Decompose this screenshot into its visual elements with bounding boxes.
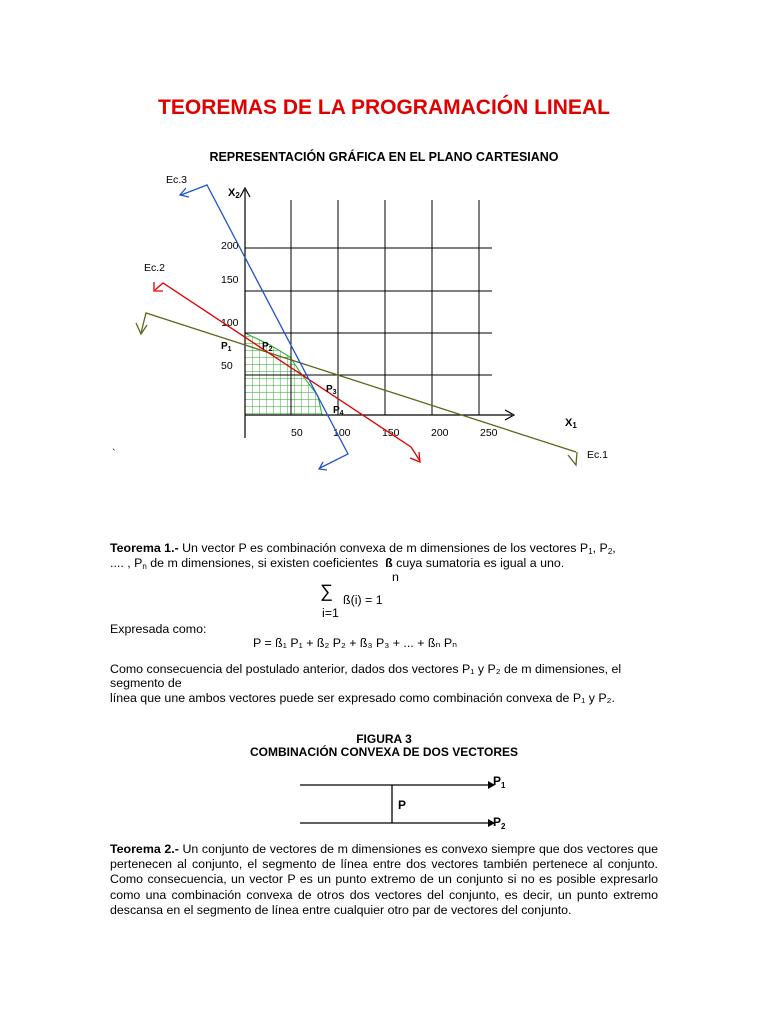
sum-symbol: ∑ bbox=[320, 581, 333, 601]
equation-3-label: Ec.3 bbox=[166, 174, 188, 186]
equation-1-label: Ec.1 bbox=[587, 449, 609, 461]
x-axis-label: X1 bbox=[565, 417, 577, 430]
sum-body: ß(i) = 1 bbox=[343, 593, 383, 607]
y-axis-label: X2 bbox=[228, 187, 240, 200]
convex-combination-formula: P = ß₁ P₁ + ß₂ P₂ + ß₃ P₃ + ... + ßₙ Pₙ bbox=[253, 636, 458, 650]
label-p1: $P_1$ bbox=[493, 774, 506, 790]
label-p: P bbox=[398, 798, 407, 812]
y-tick-label: 200 bbox=[221, 240, 239, 252]
x-tick-label: 50 bbox=[291, 427, 303, 439]
y-tick-label: 100 bbox=[221, 317, 239, 329]
equation-1-line bbox=[136, 313, 577, 465]
x-tick-label: 100 bbox=[333, 427, 351, 439]
point-label-p2: $P_2$ bbox=[262, 341, 273, 353]
x-tick-label: 200 bbox=[431, 427, 449, 439]
consequence-line-1: Como consecuencia del postulado anterior, dados dos vectores P₁ y P₂ de m dimensiones, el bbox=[110, 662, 622, 676]
stray-mark: ` bbox=[112, 448, 116, 460]
label-p2: $P_2$ bbox=[493, 815, 506, 831]
document-title: TEOREMAS DE LA PROGRAMACIÓN LINEAL bbox=[158, 96, 610, 119]
point-label-p4: $P_4$ bbox=[333, 405, 344, 417]
consequence-line-2: segmento de bbox=[110, 676, 182, 690]
graph-heading: REPRESENTACIÓN GRÁFICA EN EL PLANO CARTESIANO bbox=[209, 150, 559, 164]
figure-3-label: FIGURA 3 bbox=[356, 732, 412, 746]
x-tick-labels bbox=[291, 427, 498, 439]
theorem-1-line-2: .... , $P_n$ de m dimensiones, si existen coeficientes ß cuya sumatoria es igual a uno. bbox=[110, 556, 565, 571]
figure-3-caption: COMBINACIÓN CONVEXA DE DOS VECTORES bbox=[249, 745, 519, 759]
x-tick-label: 150 bbox=[382, 427, 400, 439]
consequence-line-3: línea que une ambos vectores puede ser expresado como combinación convexa de P₁ y P₂. bbox=[110, 691, 615, 705]
theorem-2-paragraph: Teorema 2.- Un conjunto de vectores de m dimensiones es convexo siempre que dos vectores que pertenecen al conjunto, el segmento de línea entre dos vectores también pertenece al conjunto. Como consecuencia, un vector P es un punto extremo de un conjunto si no es posible expresarlo como una combinación convexa de otros dos vectores del conjunto, es decir, un punto extremo descansa en el segmento de línea entre cualquier otro par de vectores del conjunto. bbox=[110, 842, 658, 917]
theorem-2-label: Teorema 2.- bbox=[110, 842, 179, 856]
beta-symbol: ß bbox=[385, 556, 393, 570]
theorem-1-label: Teorema 1.- bbox=[110, 541, 179, 555]
sum-upper-limit: n bbox=[392, 570, 399, 584]
convex-combination-diagram bbox=[0, 770, 768, 834]
point-label-p1: $P_1$ bbox=[221, 341, 232, 353]
x-tick-label: 250 bbox=[480, 427, 498, 439]
point-label-p3: $P_3$ bbox=[326, 384, 337, 396]
y-tick-label: 50 bbox=[221, 360, 233, 372]
theorem-1-line-1: Teorema 1.- Un vector P es combinación convexa de m dimensiones de los vectores $P_1$, $P_2$, bbox=[110, 541, 616, 556]
sum-lower-limit: i=1 bbox=[322, 606, 339, 620]
y-tick-label: 150 bbox=[221, 274, 239, 286]
equation-3-line bbox=[180, 185, 348, 470]
expresada-label: Expresada como: bbox=[110, 622, 207, 636]
equation-2-label: Ec.2 bbox=[144, 262, 166, 274]
